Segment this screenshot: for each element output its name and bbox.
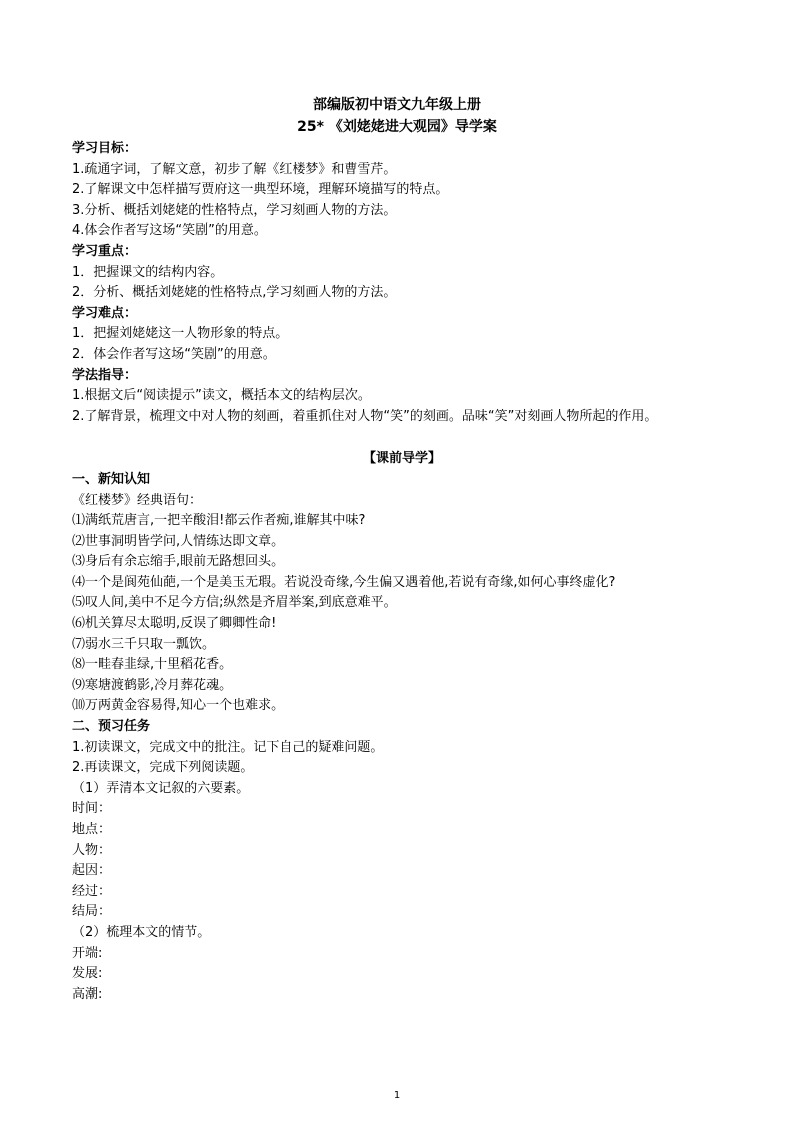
part2-heading: 二、预习任务	[72, 719, 151, 735]
quote-item: ⑽万两黄金容易得,知心一个也难求。	[72, 698, 285, 714]
key-point-item: 1．把握课文的结构内容。	[72, 264, 224, 280]
quote-item: ⑶身后有余忘缩手,眼前无路想回头。	[72, 554, 285, 570]
objective-item: 4.体会作者写这场“笑剧”的用意。	[72, 223, 267, 239]
spacer	[72, 427, 732, 449]
methods-heading: 学法指导：	[72, 367, 138, 383]
method-item: 2.了解背景，梳理文中对人物的刻画，着重抓住对人物“笑”的刻画。品味“笑”对刻画人物所起的作用。	[72, 408, 658, 424]
quote-item: ⑵世事洞明皆学问,人情练达即文章。	[72, 533, 285, 549]
plot-task: （2）梳理本文的情节。	[72, 924, 211, 940]
element-result-label: 结局：	[72, 904, 112, 920]
part1-heading: 一、新知认知	[72, 471, 151, 487]
element-cause-label: 起因：	[72, 863, 112, 879]
objective-item: 1.疏通字词，了解文意，初步了解《红楼梦》和曹雪芹。	[72, 161, 397, 177]
method-item: 1.根据文后“阅读提示”读文，概括本文的结构层次。	[72, 388, 371, 404]
objectives-heading: 学习目标：	[72, 141, 138, 156]
objective-item: 2.了解课文中怎样描写贾府这一典型环境，理解环境描写的特点。	[72, 182, 449, 198]
key-points-heading: 学习重点：	[72, 243, 138, 259]
document-title: 部编版初中语文九年级上册	[313, 97, 481, 113]
element-place-label: 地点：	[72, 822, 112, 837]
key-point-item: 2．分析、概括刘姥姥的性格特点,学习刻画人物的方法。	[72, 285, 397, 301]
task-item: （1）弄清本文记叙的六要素。	[72, 780, 250, 796]
quote-item: ⑼寒塘渡鹤影,冷月葬花魂。	[72, 677, 233, 693]
plot-development-label: 发展:	[72, 966, 103, 982]
quote-item: ⑴满纸荒唐言,一把辛酸泪!都云作者痴,谁解其中味?	[72, 513, 366, 529]
element-process-label: 经过：	[72, 883, 112, 899]
difficulty-item: 2．体会作者写这场“笑剧”的用意。	[72, 346, 276, 362]
lesson-title: 25* 《刘姥姥进大观园》导学案	[297, 119, 497, 135]
element-characters-label: 人物：	[72, 842, 112, 858]
document-body	[72, 139, 732, 1005]
plot-opening-label: 开端:	[72, 945, 103, 961]
difficulties-heading: 学习难点：	[72, 305, 138, 321]
quotes-intro: 《红楼梦》经典语句：	[72, 492, 203, 508]
preview-section-title: 【课前导学】	[362, 451, 441, 467]
quote-item: ⑷一个是阆苑仙葩,一个是美玉无瑕。若说没奇缘,今生偏又遇着他,若说有奇缘,如何心事终虚化?	[72, 574, 616, 590]
quote-item: ⑻一畦春韭绿,十里稻花香。	[72, 657, 233, 673]
objective-item: 3.分析、概括刘姥姥的性格特点，学习刻画人物的方法。	[72, 202, 397, 218]
plot-climax-label: 高潮:	[72, 986, 103, 1002]
quote-item: ⑹机关算尽太聪明,反误了卿卿性命!	[72, 616, 277, 632]
quote-item: ⑸叹人间,美中不足今方信;纵然是齐眉举案,到底意难平。	[72, 595, 397, 611]
quote-item: ⑺弱水三千只取一瓢饮。	[72, 636, 216, 652]
page-number: 1	[393, 1090, 401, 1101]
task-item: 1.初读课文，完成文中的批注。记下自己的疑难问题。	[72, 739, 384, 755]
difficulty-item: 1．把握刘姥姥这一人物形象的特点。	[72, 326, 289, 342]
task-item: 2.再读课文，完成下列阅读题。	[72, 760, 254, 776]
element-time-label: 时间：	[72, 801, 112, 817]
